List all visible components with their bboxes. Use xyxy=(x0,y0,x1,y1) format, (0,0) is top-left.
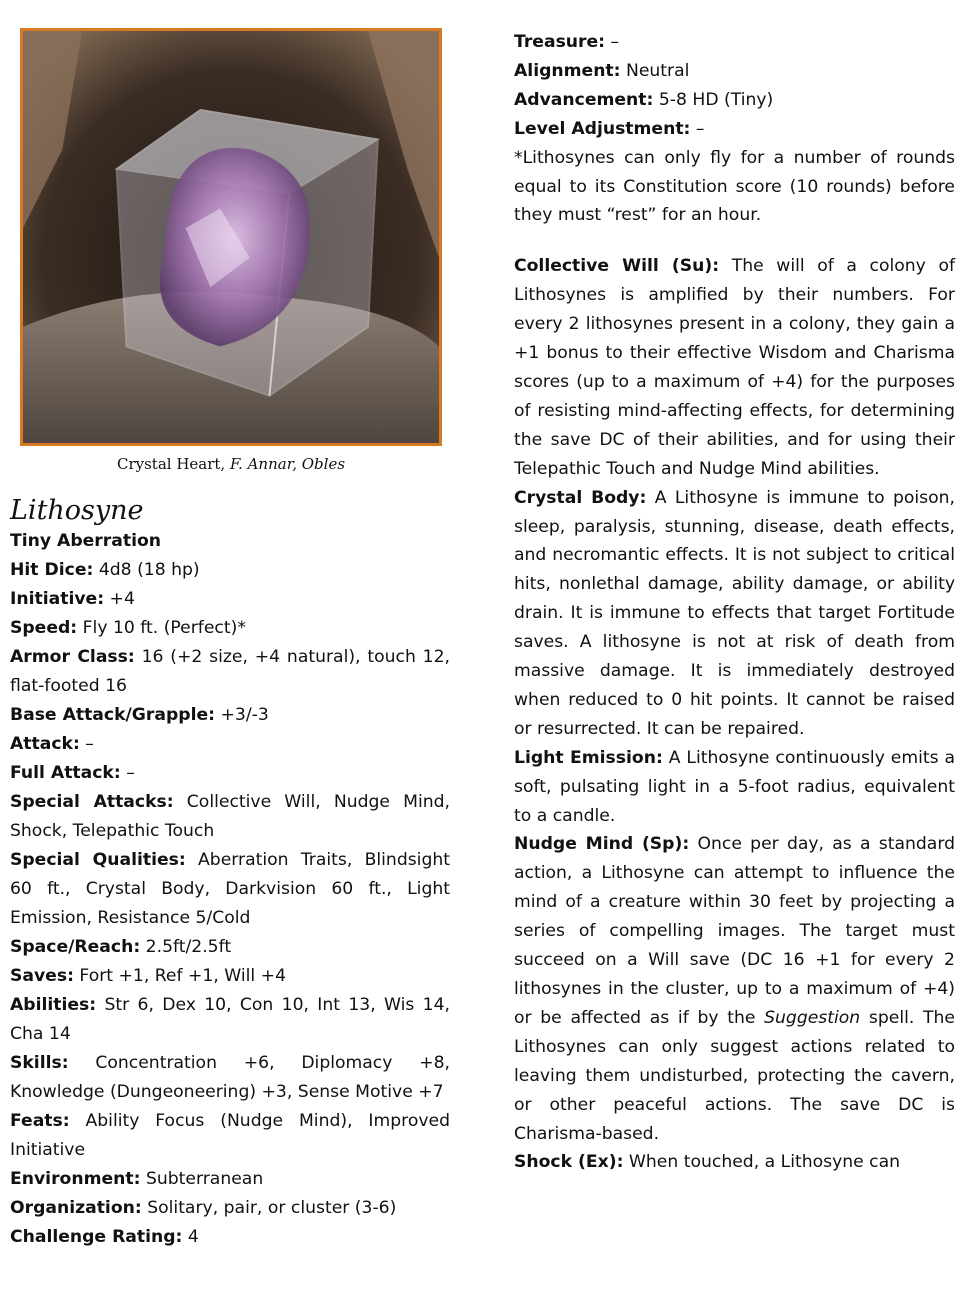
stat-armor-class: Armor Class: 16 (+2 size, +4 natural), touch 12, flat-footed 16 xyxy=(10,647,450,696)
ability-collective-will: Collective Will (Su): The will of a colony of Lithosynes is amplified by their numbers. For every 2 lithosynes present in a colony, they gain a +1 bonus to their effective Wisdom and Charisma scores (up to a maximum of +4) for the purposes of resisting mind-affecting effects, for determining the save DC of their abilities, and for using their Telepathic Touch and Nudge Mind abilities. xyxy=(514,256,956,479)
stat-saves: Saves: Fort +1, Ref +1, Will +4 xyxy=(10,966,287,986)
ability-nudge-mind: Nudge Mind (Sp): Once per day, as a standard action, a Lithosyne can attempt to influence the mind of a creature within 30 feet by projecting a series of compelling images. The target must succeed on a Will save (DC 16 +1 for every 2 lithosynes in the cluster, up to a maximum of +4) or be affected as if by the Suggestion spell. The Lithosynes can only suggest actions related to leaving them undisturbed, protecting the cavern, or other peaceful actions. The save DC is Charisma-based. xyxy=(514,834,956,1144)
stat-organization: Organization: Solitary, pair, or cluster (3-6) xyxy=(10,1198,397,1218)
ability-crystal-body: Crystal Body: A Lithosyne is immune to poison, sleep, paralysis, stunning, disease, death effects, and necromantic effects. It is not subject to critical hits, nonlethal damage, ability damage, or ability drain. It is immune to effects that target Fortitude saves. A lithosyne is not at risk of death from massive damage. It is immediately destroyed when reduced to 0 hit points. It cannot be raised or resurrected. It can be repaired. xyxy=(514,487,955,739)
section-spacer xyxy=(514,230,955,252)
stat-special-qualities: Special Qualities: Aberration Traits, Blindsight 60 ft., Crystal Body, Darkvision 60 ft., Light Emission, Resistance 5/Cold xyxy=(10,850,450,928)
stat-speed: Speed: Fly 10 ft. (Perfect)* xyxy=(10,618,246,638)
crystal-heart-illustration xyxy=(20,28,442,446)
stat-level-adjustment: Level Adjustment: – xyxy=(514,118,705,139)
figure-caption xyxy=(10,455,452,473)
left-column xyxy=(10,28,450,1252)
crystal-cube-image xyxy=(23,31,439,443)
stat-alignment: Alignment: Neutral xyxy=(514,60,690,81)
stat-challenge-rating: Challenge Rating: 4 xyxy=(10,1227,199,1247)
monster-type: Tiny Aberration xyxy=(10,531,162,551)
monster-name: Lithosyne xyxy=(10,495,144,526)
stat-advancement: Advancement: 5-8 HD (Tiny) xyxy=(514,89,774,110)
stat-hit-dice: Hit Dice: 4d8 (18 hp) xyxy=(10,560,200,580)
stat-space-reach: Space/Reach: 2.5ft/2.5ft xyxy=(10,937,232,957)
stat-base-attack: Base Attack/Grapple: +3/-3 xyxy=(10,705,269,725)
stat-feats: Feats: Ability Focus (Nudge Mind), Improved Initiative xyxy=(10,1111,450,1160)
flight-footnote: *Lithosynes can only fly for a number of rounds equal to its Constitution score (10 rounds) before they must “rest” for an hour. xyxy=(514,147,955,226)
ability-shock: Shock (Ex): When touched, a Lithosyne can xyxy=(514,1152,901,1173)
right-column xyxy=(514,28,955,1177)
suggestion-spell-name: Suggestion xyxy=(764,1007,861,1028)
stat-environment: Environment: Subterranean xyxy=(10,1169,264,1189)
ability-light-emission: Light Emission: A Lithosyne continuously emits a soft, pulsating light in a 5-foot radius, equivalent to a candle. xyxy=(514,747,955,826)
stat-attack: Attack: – xyxy=(10,734,94,754)
caption-title: Crystal Heart, xyxy=(116,455,226,473)
stat-treasure: Treasure: – xyxy=(514,32,620,52)
caption-author: F. Annar, Obles xyxy=(229,455,346,473)
stat-special-attacks: Special Attacks: Collective Will, Nudge Mind, Shock, Telepathic Touch xyxy=(10,792,451,841)
stat-abilities: Abilities: Str 6, Dex 10, Con 10, Int 13, Wis 14, Cha 14 xyxy=(10,995,450,1044)
stat-initiative: Initiative: +4 xyxy=(10,589,135,609)
stat-skills: Skills: Concentration +6, Diplomacy +8, Knowledge (Dungeoneering) +3, Sense Motive +7 xyxy=(10,1053,450,1102)
stat-full-attack: Full Attack: – xyxy=(10,763,135,783)
stat-block xyxy=(10,527,450,1252)
